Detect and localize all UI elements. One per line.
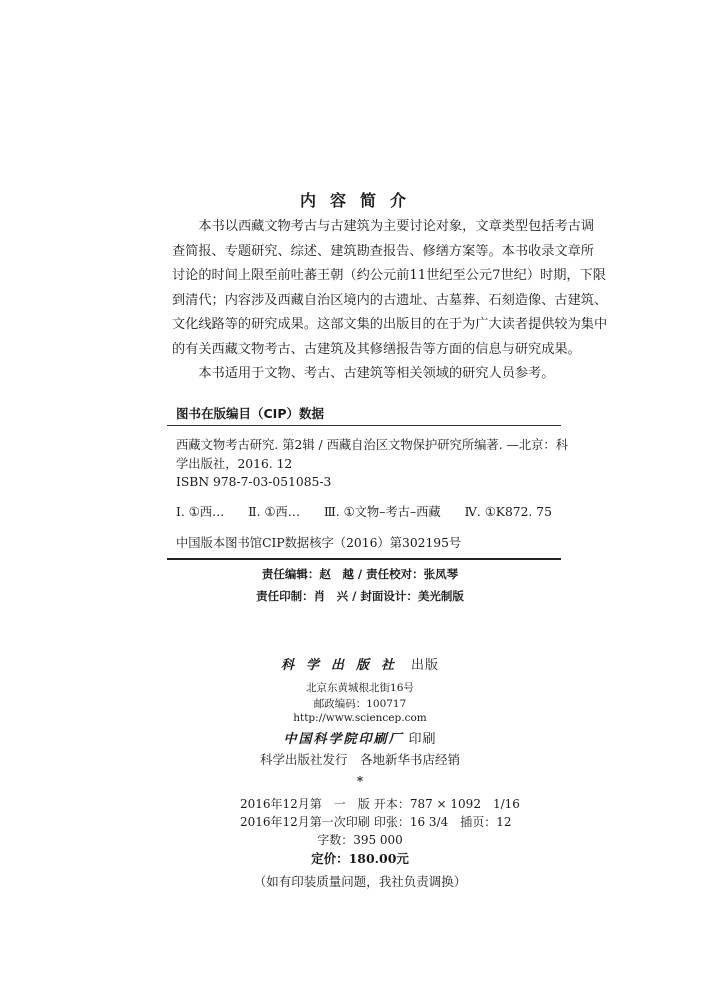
- classification-2: Ⅱ. ①西…: [248, 505, 301, 519]
- publisher-url: http://www.sciencep.com: [293, 712, 427, 724]
- publisher-suffix: 出版: [411, 658, 440, 673]
- intro-text: [172, 215, 608, 387]
- printer-suffix: 印刷: [408, 732, 437, 747]
- separator-star: *: [356, 774, 364, 788]
- intro-title: 内容简介: [299, 191, 420, 210]
- spec-edition: 2016年12月第 一 版: [240, 797, 370, 811]
- cip-isbn: ISBN 978-7-03-051085-3: [176, 475, 332, 489]
- publisher-name: 科学出版社: [280, 658, 406, 673]
- cip-record-line: 西藏文物考古研究. 第2辑 / 西藏自治区文物保护研究所编著. —北京：科: [176, 438, 569, 452]
- distribution: 科学出版社发行 各地新华书店经销: [259, 752, 460, 767]
- intro-line: 到清代；内容涉及西藏自治区境内的古遗址、古墓葬、石刻造像、古建筑、: [172, 292, 608, 308]
- classification-1: Ⅰ. ①西…: [176, 505, 225, 519]
- spec-price: 定价：180.00元: [311, 851, 409, 866]
- quality-notice: （如有印装质量问题，我社负责调换）: [253, 874, 467, 889]
- staff-line-1: 责任编辑：赵 越 / 责任校对：张凤琴: [261, 567, 459, 581]
- spec-format: 开本：787 × 1092 1/16: [373, 797, 520, 811]
- classification-3: Ⅲ. ①文物–考古–西藏: [323, 505, 441, 519]
- cip-number: 中国版本图书馆CIP数据核字（2016）第302195号: [176, 536, 462, 550]
- cip-rule-bottom: [167, 558, 561, 560]
- publisher-postcode: 邮政编码：100717: [313, 698, 407, 710]
- spec-row-1: [240, 795, 520, 812]
- publisher-address: 北京东黄城根北街16号: [306, 682, 414, 694]
- spec-row-2: [240, 813, 512, 830]
- staff-line-2: 责任印制：肖 兴 / 封面设计：美光制版: [256, 589, 464, 603]
- spec-words: 字数：395 000: [317, 833, 403, 847]
- cip-heading: 图书在版编目（CIP）数据: [176, 406, 324, 421]
- intro-line: 的有关西藏文物考古、古建筑及其修缮报告等方面的信息与研究成果。: [172, 341, 581, 357]
- intro-line: 本书以西藏文物考古与古建筑为主要讨论对象，文章类型包括考古调: [198, 219, 595, 234]
- spec-sheets: 印张：16 3/4 插页：12: [373, 815, 512, 829]
- intro-paragraph-2: 本书适用于文物、考古、古建筑等相关领域的研究人员参考。: [198, 366, 555, 381]
- printer-name: 中国科学院印刷厂: [283, 732, 404, 747]
- spec-printing: 2016年12月第一次印刷: [240, 815, 370, 829]
- cip-record-line: 学出版社，2016. 12: [176, 456, 293, 471]
- cip-record: [176, 436, 569, 492]
- intro-line: 查简报、专题研究、综述、建筑勘查报告、修缮方案等。本书收录文章所: [172, 243, 594, 259]
- classification-4: Ⅳ. ①K872. 75: [464, 505, 552, 519]
- cip-rule-top: [167, 425, 561, 426]
- intro-line: 文化线路等的研究成果。这部文集的出版目的在于为广大读者提供较为集中: [172, 317, 608, 332]
- intro-line: 讨论的时间上限至前吐蕃王朝（约公元前11世纪至公元7世纪）时期，下限: [172, 268, 606, 283]
- intro-paragraph-1: [172, 215, 608, 362]
- publisher-line: [0, 654, 720, 673]
- cip-classification: [176, 502, 572, 520]
- printer-line: [0, 728, 720, 747]
